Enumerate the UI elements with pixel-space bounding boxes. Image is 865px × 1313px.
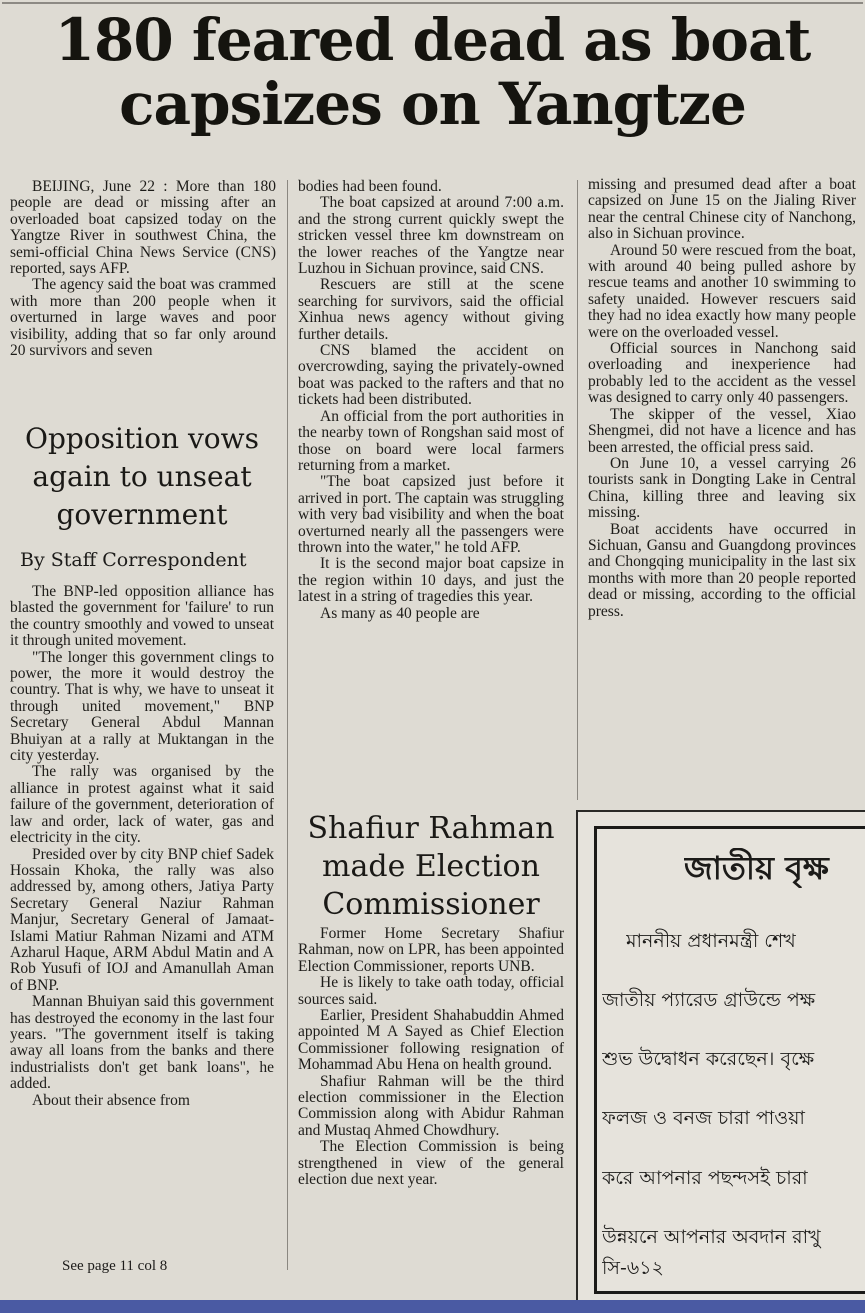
paragraph: BEIJING, June 22 : More than 180 people are dead or missing after an overloaded boat capsized today on the Yangtze River in southwest China, the semi-official China News Service (CNS) reported, says AFP. (10, 178, 276, 278)
advertisement-code: সি-৬১২ (602, 1257, 664, 1279)
paragraph: Mannan Bhuiyan said this government has destroyed the economy in the last four years. "The government itself is taking away all loans from the banks and there industrialists don't get bank loans", he added. (10, 993, 274, 1093)
paragraph: Rescuers are still at the scene searching for survivors, said the official Xinhua news agency without giving further details. (298, 276, 564, 343)
paragraph: As many as 40 people are (320, 604, 480, 622)
advertisement-line: মাননীয় প্রধানমন্ত্রী শেখ (626, 930, 796, 952)
shafiur-headline: Shafiur Rahman made Election Commissioner (307, 811, 555, 922)
paragraph: Shafiur Rahman will be the third election commissioner in the Election Commission along with Abidur Rahman and Mustaq Ahmed Chowdhury. (298, 1072, 564, 1139)
advertisement-line: শুভ উদ্বোধন করেছেন। বৃক্ষে (602, 1048, 815, 1070)
bottom-edge-strip (0, 1300, 865, 1313)
paragraph: About their absence from (32, 1091, 190, 1109)
main-story-column-3 (588, 177, 856, 620)
headline-line-2: capsizes on Yangtze (119, 70, 746, 138)
paragraph: The rally was organised by the alliance in protest against what it said failure of the government, deterioration of law and order, lack of water, gas and electricity in the city. (10, 763, 274, 847)
main-story-column-2 (298, 179, 564, 622)
paragraph: CNS blamed the accident on overcrowding, saying the privately-owned boat was packed to the rafters and that no tickets had been distributed. (298, 342, 564, 409)
continuation-note: See page 11 col 8 (62, 1258, 168, 1274)
paragraph: Boat accidents have occurred in Sichuan, Gansu and Guangdong provinces and Chongqing municipality in the last six months with more than 20 people reported dead or missing, according to the official press. (588, 520, 856, 620)
paragraph: Official sources in Nanchong said overloading and inexperience had probably led to the accident as the vessel was designed to carry only 40 passengers. (588, 340, 856, 407)
advertisement-line: জাতীয় প্যারেড গ্রাউন্ডে পক্ষ (602, 989, 816, 1011)
byline: By Staff Correspondent (20, 549, 247, 571)
paragraph: The Election Commission is being strengthened in view of the general election due next year. (298, 1138, 564, 1189)
paragraph: Former Home Secretary Shafiur Rahman, now on LPR, has been appointed Election Commissioner, reports UNB. (298, 925, 564, 975)
advertisement-line: ফলজ ও বনজ চারা পাওয়া (602, 1107, 805, 1129)
paragraph: The agency said the boat was crammed with more than 200 people when it overturned in large waves and poor visibility, adding that so far only around 20 survivors and seven (10, 276, 276, 360)
opposition-headline: Opposition vows again to unseat government (25, 422, 259, 531)
paragraph: The boat capsized at around 7:00 a.m. and the strong current quickly swept the stricken vessel three km downstream on the lower reaches of the Yangtze near Luzhou in Sichuan province, said CNS. (298, 194, 564, 278)
advertisement-line: উন্নয়নে আপনার অবদান রাখু (602, 1226, 821, 1248)
paragraph: "The boat capsized just before it arrived in port. The captain was struggling with very bad visibility and when the boat overturned nearly all the passengers were thrown into the water," he told AFP. (298, 473, 564, 556)
top-rule (2, 2, 863, 4)
paragraph: "The longer this government clings to power, the more it would destroy the country. That is why, we have to unseat it through united movement," BNP Secretary General Abdul Mannan Bhuiyan at a rally at Muktangan in the city yesterday. (10, 648, 274, 765)
paragraph: Presided over by city BNP chief Sadek Hossain Khoka, the rally was also addressed by, among others, Jatiya Party Secretary General Naziur Rahman Manjur, Secretary General of Jamaat- Islami Matiur Rahman Nizami and ATM Azharul Haque, ARM Abdul Matin and A Rob Yusufi of IOJ and Amanullah Aman of BNP. (10, 845, 274, 994)
paragraph: The skipper of the vessel, Xiao Shengmei, did not have a licence and has been arrested, the official press said. (588, 405, 856, 456)
headline-line-1: 180 feared dead as boat (54, 6, 811, 74)
paragraph: On June 10, a vessel carrying 26 tourists sank in Dongting Lake in Central China, killing three and leaving six missing. (588, 454, 856, 522)
column-divider (577, 180, 578, 800)
shafiur-story-body (298, 926, 564, 1189)
advertisement-title: জাতীয় বৃক্ষ (684, 849, 829, 887)
paragraph: Around 50 were rescued from the boat, with around 40 being pulled ashore by rescue teams and another 10 swimming to safety unaided. However rescuers said they had no idea exactly how many people were on the overloaded vessel. (588, 241, 856, 341)
paragraph: An official from the port authorities in the nearby town of Rongshan said most of those on board were local farmers returning from a market. (298, 407, 564, 474)
paragraph: He is likely to take oath today, official sources said. (298, 974, 564, 1008)
paragraph: It is the second major boat capsize in the region within 10 days, and just the latest in a string of tragedies this year. (298, 555, 564, 606)
column-divider (287, 180, 288, 1270)
paragraph: missing and presumed dead after a boat capsized on June 15 on the Jialing River near the central Chinese city of Nanchong, also in Sichuan province. (588, 176, 856, 243)
main-headline (0, 8, 865, 136)
paragraph: bodies had been found. (298, 178, 442, 195)
advertisement-line: করে আপনার পছন্দসই চারা (602, 1167, 808, 1189)
paragraph: The BNP-led opposition alliance has blasted the government for 'failure' to run the country smoothly and vowed to unseat it through united movement. (10, 583, 274, 650)
opposition-story-body (10, 584, 274, 1109)
paragraph: Earlier, President Shahabuddin Ahmed appointed M A Sayed as Chief Election Commissioner following resignation of Mohammad Abu Hena on health ground. (298, 1007, 564, 1074)
main-story-column-1 (10, 179, 276, 359)
